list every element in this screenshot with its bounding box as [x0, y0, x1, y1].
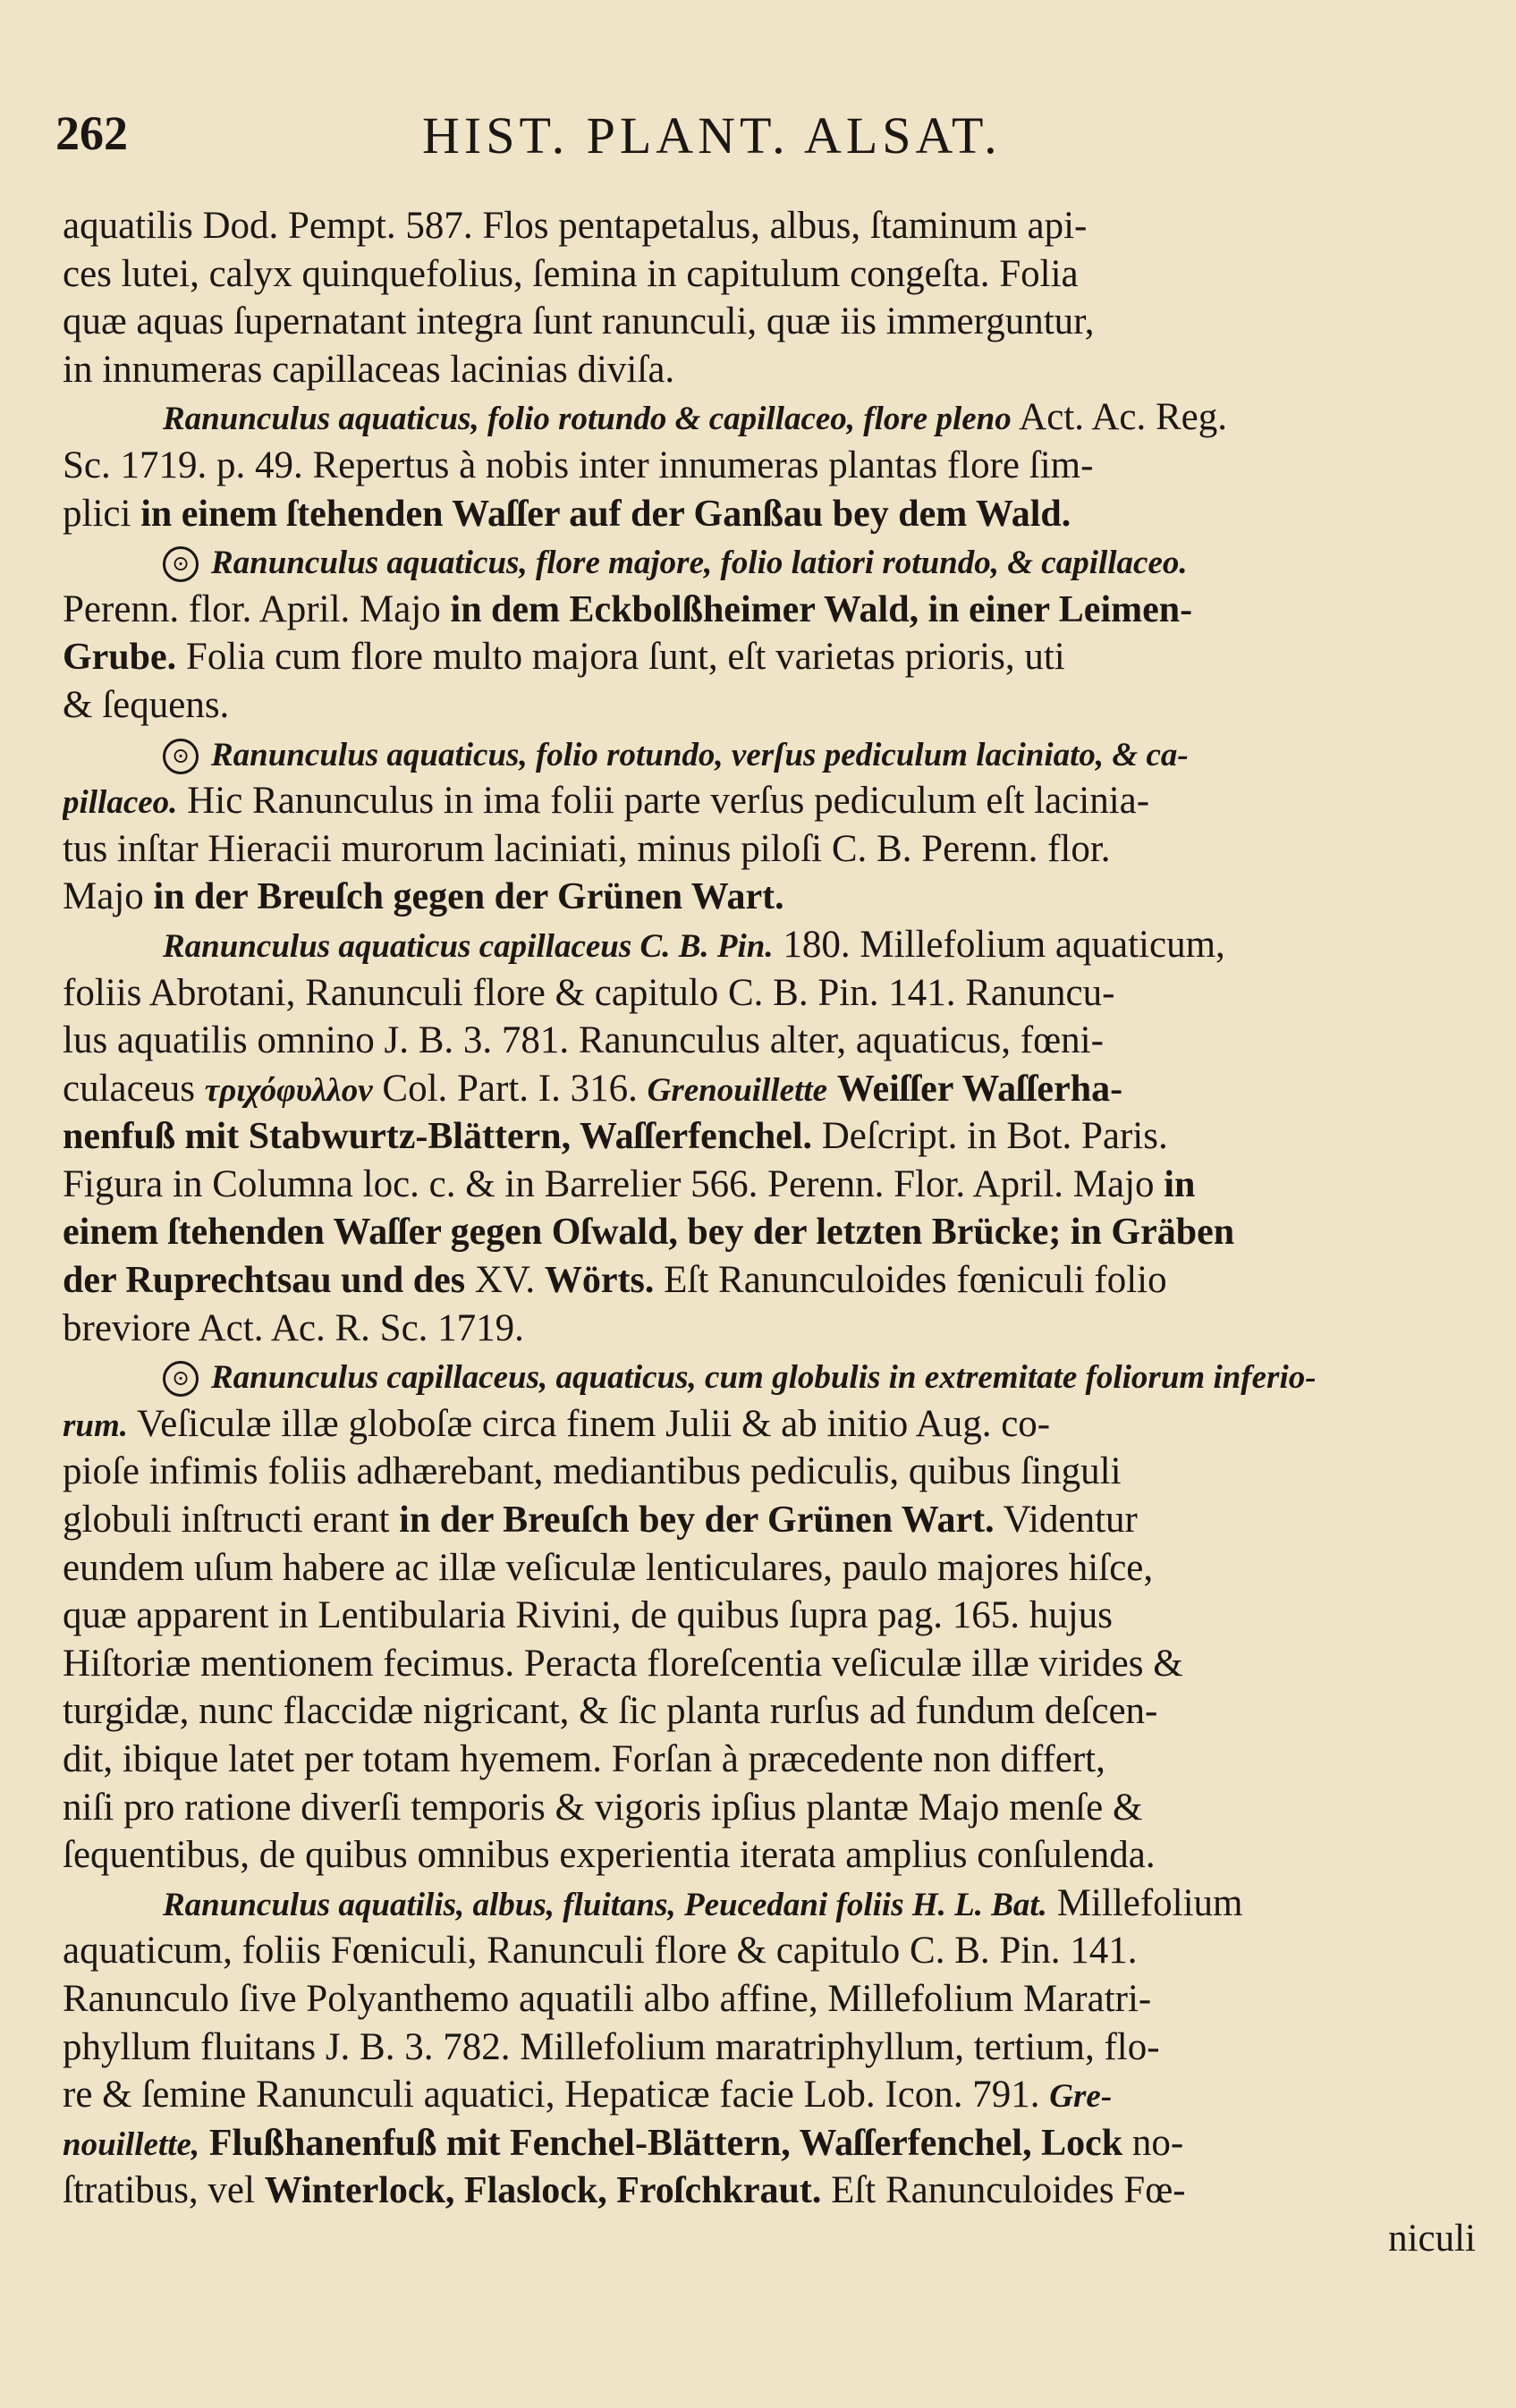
text-line [63, 298, 1476, 346]
fraktur-text: Weiſſer Waſſerha- [836, 1068, 1123, 1110]
italic-text: Ranunculus capillaceus, aquaticus, cum globulis in extremitate foliorum inferio- [211, 1359, 1317, 1397]
text-line [63, 1112, 1476, 1161]
text-line [63, 1831, 1476, 1880]
text-line [63, 1065, 1476, 1113]
body-text [63, 202, 1476, 2263]
roman-text: niſi pro ratione diverſi temporis & vigoris ipſius plantæ Majo menſe & [63, 1786, 1143, 1829]
italic-text: nouillette, [63, 2125, 200, 2163]
roman-text: Sc. 1719. p. 49. Repertus à nobis inter innumeras plantas flore ſim- [63, 444, 1094, 486]
text-line [63, 777, 1476, 825]
roman-text: eundem uſum habere ac illæ veſiculæ lenticulares, paulo majores hiſce, [63, 1546, 1154, 1589]
text-line [63, 2119, 1476, 2167]
roman-text: foliis Abrotani, Ranunculi flore & capitulo C. B. Pin. 141. Ranuncu- [63, 971, 1115, 1014]
text-line [63, 730, 1476, 778]
fraktur-text: in einem ſtehenden Waſſer auf der Ganßau bey dem Wald. [140, 493, 1071, 535]
roman-text: dit, ibique latet per totam hyemem. Forſan à præcedente non differt, [63, 1738, 1105, 1780]
italic-text: pillaceo. [63, 784, 178, 822]
roman-text: Folia cum flore multo majora ſunt, eſt varietas prioris, uti [176, 636, 1065, 679]
roman-text: Ranunculo ſive Polyanthemo aquatili albo affine, Millefolium Maratri- [63, 1977, 1152, 2020]
text-line [63, 1544, 1476, 1593]
roman-text: Majo [63, 875, 154, 918]
fraktur-text: Winterlock, Flaslock, Froſchkraut. [264, 2170, 822, 2212]
italic-text: Grenouillette [647, 1071, 828, 1109]
roman-text: Hiſtoriæ mentionem fecimus. Peracta floreſcentia veſiculæ illæ virides & [63, 1642, 1183, 1685]
text-line [63, 1161, 1476, 1209]
text-line [63, 1400, 1476, 1449]
text-line [63, 393, 1476, 442]
roman-text: XV. [465, 1259, 545, 1302]
roman-text: Figura in Columna loc. c. & in Barrelier 566. Perenn. Flor. April. Majo [63, 1162, 1165, 1205]
text-line [63, 1208, 1476, 1256]
circle-symbol-icon: ⊙ [163, 1361, 199, 1397]
roman-text [827, 1068, 837, 1110]
fraktur-text: in der Breuſch gegen der Grünen Wart. [153, 876, 784, 918]
roman-text: Millefolium [1046, 1881, 1243, 1924]
text-line [63, 873, 1476, 921]
italic-text: Ranunculus aquatilis, albus, fluitans, Peucedani foliis H. L. Bat. [163, 1886, 1047, 1923]
text-line [63, 2167, 1476, 2215]
fraktur-text: Wörts. [544, 1260, 655, 1302]
text-line [63, 2071, 1476, 2119]
text-line [63, 537, 1476, 586]
roman-text: phyllum fluitans J. B. 3. 782. Millefolium maratriphyllum, tertium, flo- [63, 2025, 1160, 2068]
roman-text: aquatilis Dod. Pempt. 587. Flos pentapetalus, albus, ſtaminum api- [63, 205, 1088, 247]
roman-text: 180. Millefolium aquaticum, [773, 923, 1225, 966]
italic-text: rum. [63, 1407, 129, 1444]
text-line [63, 1640, 1476, 1688]
text-line [63, 2024, 1476, 2072]
roman-text: culaceus [63, 1067, 205, 1110]
text-line [63, 1448, 1476, 1496]
fraktur-text: in dem Eckbolßheimer Wald, in einer Leimen- [450, 588, 1193, 630]
text-line [63, 633, 1476, 681]
running-title: HIST. PLANT. ALSAT. [422, 106, 1002, 165]
roman-text: Deſcript. in Bot. Paris. [812, 1115, 1168, 1158]
text-line [63, 2215, 1476, 2263]
roman-text: ſequentibus, de quibus omnibus experientia iterata amplius conſulenda. [63, 1834, 1156, 1877]
roman-text: tus inſtar Hieracii murorum laciniati, minus piloſi C. B. Perenn. flor. [63, 827, 1111, 870]
roman-text: Eſt Ranunculoides fœniculi folio [654, 1259, 1167, 1302]
text-line [63, 490, 1476, 538]
text-line [63, 1352, 1476, 1400]
fraktur-text: in der Breuſch bey der Grünen Wart. [399, 1500, 995, 1542]
roman-text: breviore Act. Ac. R. Sc. 1719. [63, 1306, 524, 1349]
page-number: 262 [55, 106, 128, 160]
text-line [63, 1687, 1476, 1736]
roman-text [199, 2122, 209, 2164]
text-line [63, 442, 1476, 490]
text-line [63, 250, 1476, 299]
text-line [63, 202, 1476, 250]
text-line [63, 1736, 1476, 1784]
fraktur-text: in [1164, 1163, 1196, 1205]
text-line [63, 1256, 1476, 1305]
italic-text: Ranunculus aquaticus, folio rotundo, verſus pediculum laciniato, & ca- [211, 736, 1189, 773]
text-line [63, 681, 1476, 730]
text-line [63, 1975, 1476, 2024]
italic-text: τριχόφυλλον [204, 1071, 373, 1109]
roman-text: quæ aquas ſupernatant integra ſunt ranunculi, quæ iis immerguntur, [63, 300, 1095, 343]
fraktur-text: einem ſtehenden Waſſer gegen Oſwald, bey der letzten Brücke; in Gräben [63, 1212, 1235, 1254]
roman-text: no- [1122, 2121, 1184, 2164]
italic-text: Ranunculus aquaticus capillaceus C. B. Pin. [163, 927, 774, 965]
roman-text: Veſiculæ illæ globoſæ circa finem Julii & ab initio Aug. co- [128, 1402, 1051, 1445]
text-line [63, 586, 1476, 634]
roman-text: Eſt Ranunculoides Fœ- [821, 2169, 1186, 2212]
roman-text: ſtratibus, vel [63, 2169, 265, 2212]
circle-symbol-icon: ⊙ [163, 546, 199, 582]
text-line [63, 1927, 1476, 1975]
text-line [63, 1017, 1476, 1065]
roman-text: turgidæ, nunc flaccidæ nigricant, & ſic planta rurſus ad fundum deſcen- [63, 1690, 1158, 1733]
italic-text: Ranunculus aquaticus, folio rotundo & capillaceo, flore pleno [163, 401, 1012, 438]
roman-text: aquaticum, foliis Fœniculi, Ranunculi flore & capitulo C. B. Pin. 141. [63, 1930, 1138, 1973]
roman-text: pioſe infimis foliis adhærebant, mediantibus pediculis, quibus ſinguli [63, 1450, 1122, 1493]
roman-text: in innumeras capillaceas lacinias diviſa. [63, 348, 675, 391]
italic-text: Gre- [1049, 2078, 1113, 2116]
roman-text: lus aquatilis omnino J. B. 3. 781. Ranunculus alter, aquaticus, fœni- [63, 1019, 1104, 1062]
roman-text: Hic Ranunculus in ima folii parte verſus pediculum eſt lacinia- [177, 780, 1150, 823]
fraktur-text: der Ruprechtsau und des [63, 1260, 466, 1302]
roman-text: Videntur [994, 1499, 1138, 1542]
text-line [63, 1305, 1476, 1353]
text-line [63, 825, 1476, 874]
fraktur-text: Flußhanenfuß mit Fenchel-Blättern, Waſſerfenchel, Lock [208, 2122, 1123, 2164]
roman-text: Act. Ac. Reg. [1011, 396, 1228, 439]
roman-text: re & ſemine Ranunculi aquatici, Hepaticæ facie Lob. Icon. 791. [63, 2074, 1050, 2117]
text-line [63, 1592, 1476, 1640]
text-line [63, 921, 1476, 969]
page-header [55, 106, 1469, 168]
roman-text: Col. Part. I. 316. [372, 1067, 648, 1110]
fraktur-text: nenfuß mit Stabwurtz-Blättern, Waſſerfenchel. [63, 1116, 812, 1158]
roman-text: Perenn. flor. April. Majo [63, 587, 451, 630]
text-line [63, 1784, 1476, 1832]
roman-text: quæ apparent in Lentibularia Rivini, de quibus ſupra pag. 165. hujus [63, 1594, 1113, 1637]
roman-text: globuli inſtructi erant [63, 1499, 400, 1542]
italic-text: Ranunculus aquaticus, flore majore, folio latiori rotundo, & capillaceo. [211, 545, 1188, 582]
circle-symbol-icon: ⊙ [163, 739, 199, 774]
text-line [63, 1880, 1476, 1928]
roman-text: & ſequens. [63, 683, 230, 726]
fraktur-text: Grube. [63, 637, 177, 679]
text-line [63, 969, 1476, 1018]
roman-text: plici [63, 492, 141, 535]
text-line [63, 346, 1476, 394]
roman-text: ces lutei, calyx quinquefolius, ſemina in capitulum congeſta. Folia [63, 252, 1079, 295]
roman-text: niculi [1388, 2217, 1476, 2260]
text-line [63, 1496, 1476, 1544]
